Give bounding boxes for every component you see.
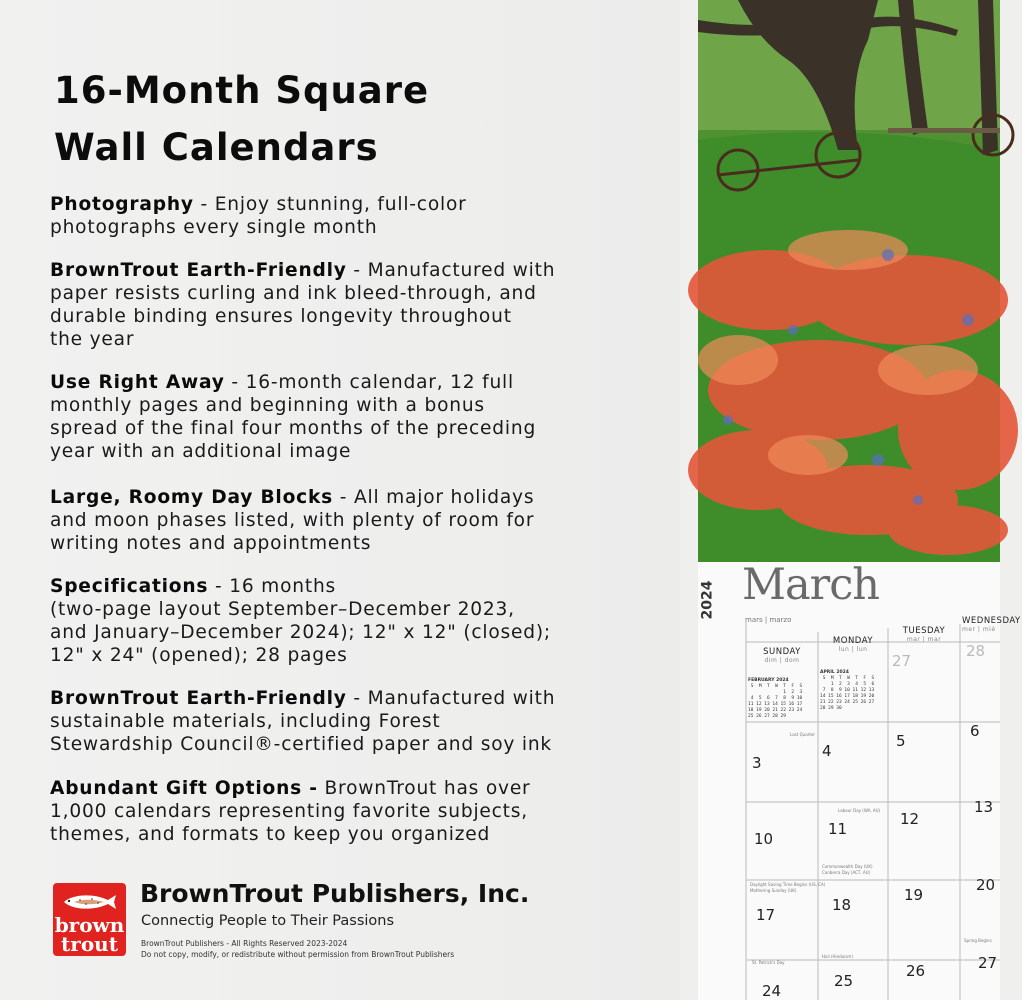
day-number: 13 bbox=[974, 798, 994, 816]
feature-line bbox=[50, 371, 610, 394]
browntrout-logo bbox=[53, 883, 126, 956]
holiday-note: Mothering Sunday (UK) bbox=[750, 888, 797, 893]
mini-calendar-title: APRIL 2024 bbox=[820, 670, 849, 675]
holiday-note: Commonwealth Day (UK) bbox=[822, 864, 873, 869]
feature-line bbox=[50, 575, 610, 598]
feature-text: - Enjoy stunning, full-color bbox=[193, 194, 467, 215]
day-name: TUESDAY bbox=[902, 626, 946, 636]
mini-calendar-april bbox=[820, 670, 874, 712]
feature-title: BrownTrout Earth-Friendly bbox=[50, 260, 347, 281]
calendar-year: 2024 bbox=[699, 580, 716, 620]
holiday-note: Canberra Day (ACT, AU) bbox=[822, 870, 871, 875]
publisher-name: BrownTrout Publishers, Inc. bbox=[140, 879, 530, 908]
feature-text: - Manufactured with bbox=[346, 688, 556, 709]
feature-line: durable binding ensures longevity throughout bbox=[50, 306, 512, 327]
day-number: 19 bbox=[904, 886, 924, 904]
feature-title: Photography bbox=[50, 194, 194, 215]
feature-line: and moon phases listed, with plenty of room for bbox=[50, 510, 535, 531]
mini-calendar-days: S M T W T F S 1 2 3 4 5 6 7 8 9 10 11 12 13 14 15 16 17 18 19 20 21 22 23 24 25 26 27 28 29 bbox=[748, 684, 803, 719]
feature-line: 1,000 calendars representing favorite subjects, bbox=[50, 801, 528, 822]
feature-title: Large, Roomy Day Blocks bbox=[50, 487, 334, 508]
day-number: 24 bbox=[762, 982, 782, 1000]
holiday-note: St. Patrick's Day bbox=[752, 960, 785, 965]
day-name: SUNDAY bbox=[763, 647, 801, 657]
holiday-note: Daylight Saving Time Begins (US, CA) bbox=[750, 882, 826, 887]
page-title bbox=[54, 62, 429, 176]
day-number: 27 bbox=[892, 652, 912, 670]
feature-line: monthly pages and beginning with a bonus bbox=[50, 395, 485, 416]
feature-title: Use Right Away bbox=[50, 372, 225, 393]
feature-line bbox=[50, 486, 610, 509]
day-sub: dim | dom bbox=[764, 657, 800, 664]
feature-line bbox=[50, 777, 610, 800]
day-number: 26 bbox=[906, 962, 926, 980]
day-number: 5 bbox=[896, 732, 906, 750]
day-number: 11 bbox=[828, 820, 848, 838]
feature-line: sustainable materials, including Forest bbox=[50, 711, 441, 732]
day-name: MONDAY bbox=[832, 636, 874, 646]
day-number: 12 bbox=[900, 810, 920, 828]
mini-calendar-title: FEBRUARY 2024 bbox=[748, 678, 789, 683]
day-header-monday bbox=[820, 636, 886, 653]
feature-line bbox=[50, 193, 610, 216]
calendar-preview bbox=[680, 0, 1021, 1000]
feature-line: writing notes and appointments bbox=[50, 533, 372, 554]
feature-line: the year bbox=[50, 329, 135, 350]
day-number: 10 bbox=[754, 830, 774, 848]
day-name: WEDNESDAY bbox=[962, 616, 1021, 626]
feature-text: - 16-month calendar, 12 full bbox=[224, 372, 514, 393]
feature-photography bbox=[50, 193, 610, 239]
feature-line: 12" x 24" (opened); 28 pages bbox=[50, 645, 348, 666]
feature-text: BrownTrout has over bbox=[317, 778, 531, 799]
day-number: 18 bbox=[832, 896, 852, 914]
feature-line: year with an additional image bbox=[50, 441, 352, 462]
feature-use-right-away bbox=[50, 371, 610, 463]
feature-text: - 16 months bbox=[208, 576, 337, 597]
feature-title: BrownTrout Earth-Friendly bbox=[50, 688, 347, 709]
feature-title: Abundant Gift Options - bbox=[50, 778, 318, 799]
holiday-note: Last Quarter bbox=[790, 732, 816, 737]
mini-calendar-february bbox=[748, 678, 802, 720]
day-header-sunday bbox=[748, 647, 816, 664]
day-header-wednesday bbox=[962, 616, 1022, 633]
feature-gift-options bbox=[50, 777, 610, 846]
wildflower-meadow-photo bbox=[698, 0, 1000, 562]
day-sub: mer | mié bbox=[962, 626, 996, 633]
trout-icon bbox=[60, 891, 118, 913]
feature-line: themes, and formats to keep you organized bbox=[50, 824, 491, 845]
march-calendar-page bbox=[698, 560, 1021, 1000]
day-number: 4 bbox=[822, 742, 832, 760]
day-number: 27 bbox=[978, 954, 998, 972]
calendar-month-title: March bbox=[742, 560, 879, 610]
feature-earth-friendly bbox=[50, 687, 610, 756]
feature-line: spread of the final four months of the preceding bbox=[50, 418, 537, 439]
feature-text: - Manufactured with bbox=[346, 260, 556, 281]
feature-line: and January–December 2024); 12" x 12" (closed); bbox=[50, 622, 551, 643]
day-header-tuesday bbox=[890, 626, 958, 643]
feature-title: Specifications bbox=[50, 576, 209, 597]
feature-text: - All major holidays bbox=[333, 487, 535, 508]
day-number: 25 bbox=[834, 972, 854, 990]
day-number: 17 bbox=[756, 906, 776, 924]
feature-line bbox=[50, 259, 610, 282]
feature-specifications bbox=[50, 575, 610, 667]
feature-line: paper resists curling and ink bleed-through, and bbox=[50, 283, 537, 304]
feature-line bbox=[50, 687, 610, 710]
logo-word-trout: trout bbox=[61, 932, 118, 956]
holiday-note: Labour Day (WA, AU) bbox=[838, 808, 881, 813]
day-number: 28 bbox=[966, 642, 986, 660]
feature-line: (two-page layout September–December 2023, bbox=[50, 599, 515, 620]
day-sub: mar | mar bbox=[906, 636, 942, 643]
feature-line: Stewardship Council®-certified paper and soy ink bbox=[50, 734, 552, 755]
day-number: 6 bbox=[970, 722, 980, 740]
day-number: 20 bbox=[976, 876, 996, 894]
logo-word-brown: brown bbox=[54, 913, 125, 937]
feature-line: photographs every single month bbox=[50, 217, 378, 238]
holiday-note: Spring Begins bbox=[964, 938, 992, 943]
title-line-1: 16-Month Square bbox=[54, 69, 430, 112]
holiday-note: Holi (Hinduism) bbox=[822, 954, 853, 959]
feature-day-blocks bbox=[50, 486, 610, 555]
day-sub: lun | lun bbox=[838, 646, 868, 653]
mini-calendar-days: S M T W T F S 1 2 3 4 5 6 7 8 9 10 11 12 13 14 15 16 17 18 19 20 21 22 23 24 25 26 27 28 29 30 bbox=[820, 676, 875, 711]
month-translation: mars | marzo bbox=[745, 616, 792, 624]
copyright-line-1: BrownTrout Publishers - All Rights Reserved 2023-2024 bbox=[141, 939, 348, 948]
day-number: 3 bbox=[752, 754, 762, 772]
feature-durable bbox=[50, 259, 610, 351]
copyright-line-2: Do not copy, modify, or redistribute without permission from BrownTrout Publishers bbox=[141, 950, 455, 959]
publisher-tagline: Connectig People to Their Passions bbox=[141, 913, 395, 929]
title-line-2: Wall Calendars bbox=[54, 126, 379, 169]
